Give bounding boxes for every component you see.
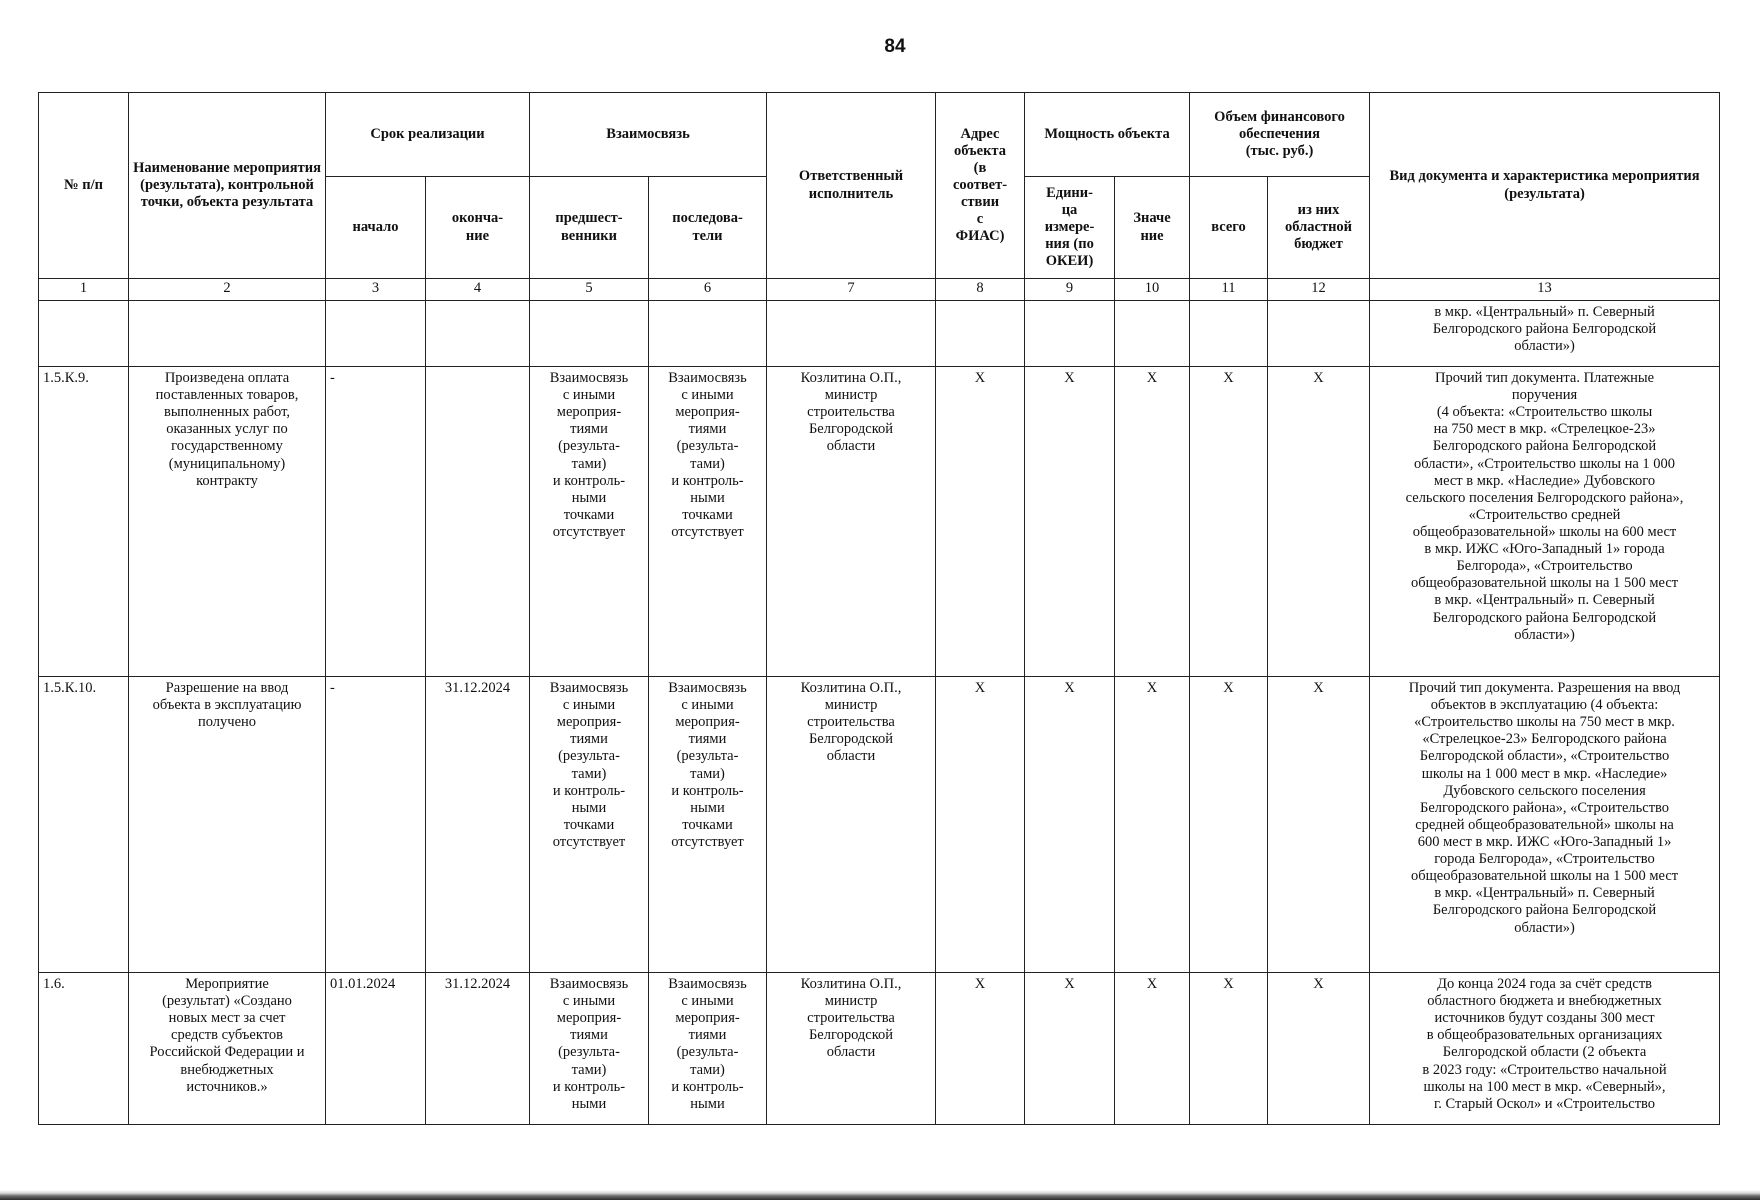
cell-value: Х xyxy=(1115,973,1190,1125)
cell-doc: Прочий тип документа. Разрешения на ввод объектов в эксплуатацию (4 объекта: «Строительство школы на 750 мест в мкр. «Стрелецкое-23» Белгородского района Белгородской области», «Строительство школы на 1 000 мест в мкр. «Наследие» Дубовского сельского поселения Белгородского района», «Строительство средней общеобразовательной» школы на 600 мест в мкр. ИЖС «Юго-Западный 1» города Белгорода», «Строительство общеобразовательной школы на 1 500 мест в мкр. «Центральный» п. Северный Белгородского района Белгородской области») xyxy=(1370,677,1720,973)
cell-doc: Прочий тип документа. Платежные поручения (4 объекта: «Строительство школы на 750 мест в мкр. «Стрелецкое-23» Белгородского района Белгородской области», «Строительство школы на 1 000 мест в мкр. «Наследие» Дубовского сельского поселения Белгородского района», «Строительство средней общеобразовательной» школы на 600 мест в мкр. ИЖС «Юго-Западный 1» города Белгорода», «Строительство общеобразовательной школы на 1 500 мест в мкр. «Центральный» п. Северный Белгородского района Белгородской области») xyxy=(1370,367,1720,677)
cell-pred xyxy=(530,301,649,367)
cell-name: Разрешение на ввод объекта в эксплуатацию получено xyxy=(129,677,326,973)
header-document: Вид документа и характеристика мероприятия (результата) xyxy=(1370,93,1720,279)
header-term-start: начало xyxy=(326,177,426,279)
cell-pred: Взаимосвязь с иными мероприя- тиями (результа- тами) и контроль- ными xyxy=(530,973,649,1125)
cell-resp: Козлитина О.П., министр строительства Белгородской области xyxy=(767,367,936,677)
cell-num xyxy=(39,301,129,367)
cell-regional: Х xyxy=(1268,367,1370,677)
header-term: Срок реализации xyxy=(326,93,530,177)
column-number: 10 xyxy=(1115,279,1190,301)
cell-regional xyxy=(1268,301,1370,367)
header-link-succ: последова- тели xyxy=(649,177,767,279)
column-number-row xyxy=(39,279,1720,301)
cell-succ: Взаимосвязь с иными мероприя- тиями (результа- тами) и контроль- ными xyxy=(649,973,767,1125)
header-power-value: Значе ние xyxy=(1115,177,1190,279)
table-row xyxy=(39,677,1720,973)
cell-total: Х xyxy=(1190,677,1268,973)
cell-total: Х xyxy=(1190,973,1268,1125)
cell-succ: Взаимосвязь с иными мероприя- тиями (результа- тами) и контроль- ными точками отсутствует xyxy=(649,677,767,973)
header-finance: Объем финансового обеспечения (тыс. руб.) xyxy=(1190,93,1370,177)
cell-name: Мероприятие (результат) «Создано новых мест за счет средств субъектов Российской Федерации и внебюджетных источников.» xyxy=(129,973,326,1125)
page-number: 84 xyxy=(884,36,906,57)
cell-doc: в мкр. «Центральный» п. Северный Белгородского района Белгородской области») xyxy=(1370,301,1720,367)
header-link: Взаимосвязь xyxy=(530,93,767,177)
cell-total: Х xyxy=(1190,367,1268,677)
cell-succ xyxy=(649,301,767,367)
header-fin-regional: из них областной бюджет xyxy=(1268,177,1370,279)
cell-end xyxy=(426,301,530,367)
activities-table xyxy=(38,92,1720,1125)
cell-unit: Х xyxy=(1025,367,1115,677)
cell-doc: До конца 2024 года за счёт средств областного бюджета и внебюджетных источников будут созданы 300 мест в общеобразовательных организациях Белгородской области (2 объекта в 2023 году: «Строительство начальной школы на 100 мест в мкр. «Северный», г. Старый Оскол» и «Строительство xyxy=(1370,973,1720,1125)
column-number: 2 xyxy=(129,279,326,301)
cell-value: Х xyxy=(1115,367,1190,677)
cell-num: 1.5.К.10. xyxy=(39,677,129,973)
cell-end xyxy=(426,367,530,677)
column-number: 3 xyxy=(326,279,426,301)
column-number: 5 xyxy=(530,279,649,301)
cell-resp: Козлитина О.П., министр строительства Белгородской области xyxy=(767,973,936,1125)
table-row xyxy=(39,367,1720,677)
column-number: 11 xyxy=(1190,279,1268,301)
cell-total xyxy=(1190,301,1268,367)
cell-num: 1.5.К.9. xyxy=(39,367,129,677)
cell-unit xyxy=(1025,301,1115,367)
header-row-1 xyxy=(39,93,1720,177)
cell-start: - xyxy=(326,677,426,973)
cell-value: Х xyxy=(1115,677,1190,973)
cell-start xyxy=(326,301,426,367)
cell-pred: Взаимосвязь с иными мероприя- тиями (результа- тами) и контроль- ными точками отсутствует xyxy=(530,367,649,677)
column-number: 4 xyxy=(426,279,530,301)
cell-unit: Х xyxy=(1025,973,1115,1125)
cell-num: 1.6. xyxy=(39,973,129,1125)
cell-unit: Х xyxy=(1025,677,1115,973)
header-link-pred: предшест- венники xyxy=(530,177,649,279)
cell-end: 31.12.2024 xyxy=(426,973,530,1125)
cell-addr xyxy=(936,301,1025,367)
cell-start: 01.01.2024 xyxy=(326,973,426,1125)
header-term-end: оконча- ние xyxy=(426,177,530,279)
cell-start: - xyxy=(326,367,426,677)
header-power: Мощность объекта xyxy=(1025,93,1190,177)
cell-resp xyxy=(767,301,936,367)
column-number: 13 xyxy=(1370,279,1720,301)
cell-addr: Х xyxy=(936,367,1025,677)
cell-addr: Х xyxy=(936,973,1025,1125)
table-row xyxy=(39,973,1720,1125)
cell-resp: Козлитина О.П., министр строительства Белгородской области xyxy=(767,677,936,973)
column-number: 12 xyxy=(1268,279,1370,301)
column-number: 9 xyxy=(1025,279,1115,301)
column-number: 7 xyxy=(767,279,936,301)
column-number: 8 xyxy=(936,279,1025,301)
header-responsible: Ответственный исполнитель xyxy=(767,93,936,279)
header-fin-total: всего xyxy=(1190,177,1268,279)
header-name: Наименование мероприятия (результата), контрольной точки, объекта результата xyxy=(129,93,326,279)
cell-name xyxy=(129,301,326,367)
cell-pred: Взаимосвязь с иными мероприя- тиями (результа- тами) и контроль- ными точками отсутствует xyxy=(530,677,649,973)
cell-regional: Х xyxy=(1268,677,1370,973)
scan-edge xyxy=(0,1190,1760,1200)
cell-end: 31.12.2024 xyxy=(426,677,530,973)
column-number: 1 xyxy=(39,279,129,301)
cell-succ: Взаимосвязь с иными мероприя- тиями (результа- тами) и контроль- ными точками отсутствует xyxy=(649,367,767,677)
header-power-unit: Едини- ца измере- ния (по ОКЕИ) xyxy=(1025,177,1115,279)
header-address: Адрес объекта (в соответ- ствии с ФИАС) xyxy=(936,93,1025,279)
header-num: № п/п xyxy=(39,93,129,279)
cell-addr: Х xyxy=(936,677,1025,973)
column-number: 6 xyxy=(649,279,767,301)
table-row xyxy=(39,301,1720,367)
cell-regional: Х xyxy=(1268,973,1370,1125)
cell-value xyxy=(1115,301,1190,367)
cell-name: Произведена оплата поставленных товаров, выполненных работ, оказанных услуг по государственному (муниципальному) контракту xyxy=(129,367,326,677)
